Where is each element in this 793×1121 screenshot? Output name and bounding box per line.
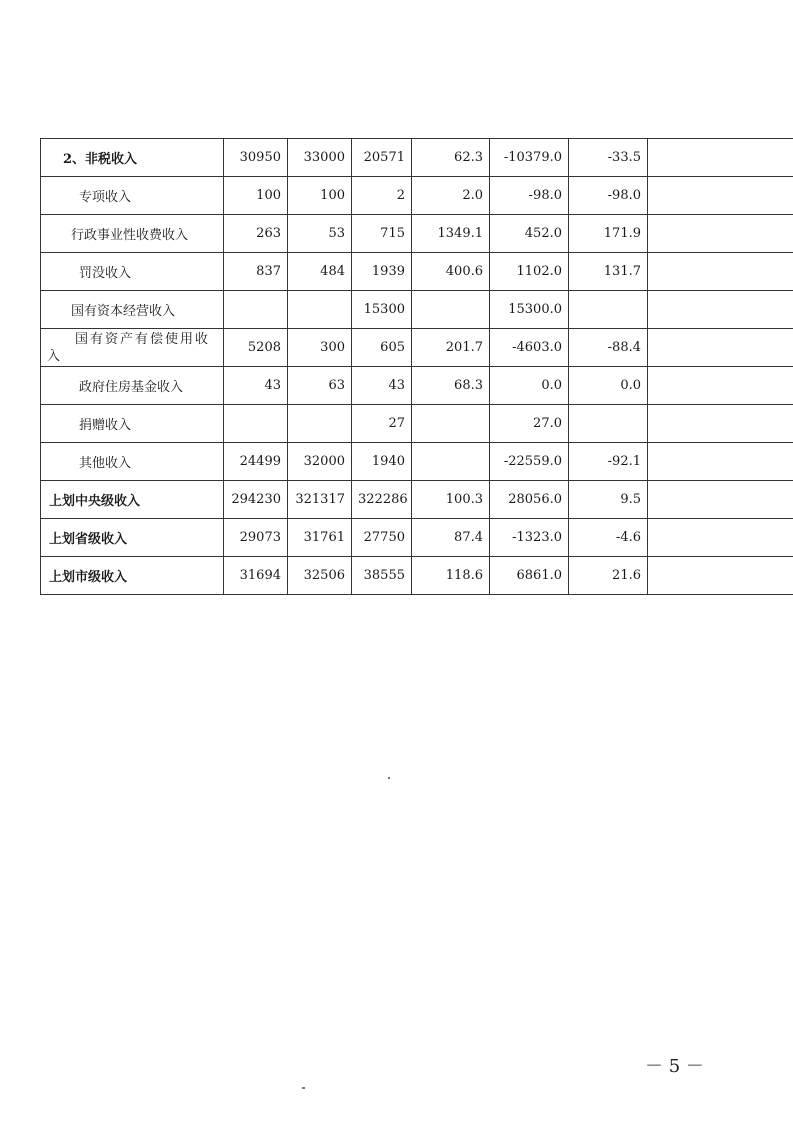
row-label: 上划省级收入 (41, 519, 224, 557)
table-cell (412, 443, 490, 481)
table-cell (648, 519, 793, 557)
row-label-line2: 入 (47, 348, 61, 364)
table-cell: 31761 (288, 519, 352, 557)
table-cell (569, 405, 648, 443)
table-row (41, 177, 793, 215)
table-cell (569, 291, 648, 329)
table-cell: 63 (288, 367, 352, 405)
row-label: 行政事业性收费收入 (41, 215, 224, 253)
table-cell: 32000 (288, 443, 352, 481)
table-cell: -1323.0 (490, 519, 569, 557)
table-row (41, 215, 793, 253)
table-cell: 1939 (352, 253, 412, 291)
table-cell: 5208 (224, 329, 288, 367)
table-cell: 837 (224, 253, 288, 291)
row-label: 专项收入 (41, 177, 224, 215)
table-cell: 452.0 (490, 215, 569, 253)
table-cell: 0.0 (569, 367, 648, 405)
table-cell: 6861.0 (490, 557, 569, 595)
table-cell: 38555 (352, 557, 412, 595)
row-label: 政府住房基金收入 (41, 367, 224, 405)
table-cell: 87.4 (412, 519, 490, 557)
table-cell: 605 (352, 329, 412, 367)
table-cell: 31694 (224, 557, 288, 595)
table-cell: -4.6 (569, 519, 648, 557)
table-cell: 9.5 (569, 481, 648, 519)
table-cell: 2.0 (412, 177, 490, 215)
table-cell: 100 (288, 177, 352, 215)
row-label: 罚没收入 (41, 253, 224, 291)
table-cell: -10379.0 (490, 139, 569, 177)
row-label: 捐赠收入 (41, 405, 224, 443)
scan-speck (388, 777, 390, 779)
table-cell (412, 291, 490, 329)
table-cell: 201.7 (412, 329, 490, 367)
table-row (41, 519, 793, 557)
table-cell: 62.3 (412, 139, 490, 177)
table-cell: 53 (288, 215, 352, 253)
scan-speck (302, 1087, 305, 1089)
table-cell: 715 (352, 215, 412, 253)
table-cell (648, 557, 793, 595)
table-cell: 15300 (352, 291, 412, 329)
table-cell: 100 (224, 177, 288, 215)
row-label: 上划中央级收入 (41, 481, 224, 519)
table-cell: 21.6 (569, 557, 648, 595)
table-cell: 484 (288, 253, 352, 291)
table-cell (648, 443, 793, 481)
table-cell (288, 291, 352, 329)
row-label: 2、非税收入 (41, 139, 224, 177)
table-cell (648, 367, 793, 405)
table-cell: 15300.0 (490, 291, 569, 329)
table-row (41, 139, 793, 177)
table-cell: 300 (288, 329, 352, 367)
table-cell: 33000 (288, 139, 352, 177)
table-row (41, 291, 793, 329)
table-cell: 43 (224, 367, 288, 405)
table-cell (648, 481, 793, 519)
table-cell: 100.3 (412, 481, 490, 519)
row-label: 其他收入 (41, 443, 224, 481)
table-cell (412, 405, 490, 443)
table-cell: 27.0 (490, 405, 569, 443)
table-cell: 32506 (288, 557, 352, 595)
table-cell (648, 405, 793, 443)
table-cell: -33.5 (569, 139, 648, 177)
table-cell (648, 253, 793, 291)
table-cell (648, 329, 793, 367)
table-cell: 28056.0 (490, 481, 569, 519)
table-cell: 1349.1 (412, 215, 490, 253)
table-cell: -4603.0 (490, 329, 569, 367)
table-cell: 30950 (224, 139, 288, 177)
table-row (41, 367, 793, 405)
table-row (41, 443, 793, 481)
table-cell (648, 215, 793, 253)
table-cell: 400.6 (412, 253, 490, 291)
table-cell: 1102.0 (490, 253, 569, 291)
table-cell: 322286 (352, 481, 412, 519)
table-row (41, 253, 793, 291)
table-cell: -22559.0 (490, 443, 569, 481)
revenue-table (40, 138, 793, 595)
table-row (41, 481, 793, 519)
revenue-table-body (41, 139, 793, 595)
table-cell: 24499 (224, 443, 288, 481)
table-cell: 171.9 (569, 215, 648, 253)
row-label: 国有资本经营收入 (41, 291, 224, 329)
table-row (41, 405, 793, 443)
table-row (41, 557, 793, 595)
table-cell: 294230 (224, 481, 288, 519)
table-cell: 1940 (352, 443, 412, 481)
row-label: 上划市级收入 (41, 557, 224, 595)
table-cell: 27 (352, 405, 412, 443)
table-cell: 20571 (352, 139, 412, 177)
row-label (41, 329, 224, 367)
page-number: － 5 － (645, 1056, 704, 1077)
table-cell: 321317 (288, 481, 352, 519)
table-cell: 43 (352, 367, 412, 405)
table-cell (288, 405, 352, 443)
table-cell: 68.3 (412, 367, 490, 405)
table-row (41, 329, 793, 367)
table-cell: 0.0 (490, 367, 569, 405)
table-cell (224, 291, 288, 329)
table-cell: -92.1 (569, 443, 648, 481)
table-cell: -98.0 (569, 177, 648, 215)
row-label-line1: 国有资产有偿使用收 (75, 331, 211, 347)
table-cell: 263 (224, 215, 288, 253)
table-cell (648, 139, 793, 177)
table-cell: 27750 (352, 519, 412, 557)
table-cell: 118.6 (412, 557, 490, 595)
table-cell: 29073 (224, 519, 288, 557)
table-cell (648, 291, 793, 329)
table-cell (648, 177, 793, 215)
table-cell: 131.7 (569, 253, 648, 291)
table-cell: -98.0 (490, 177, 569, 215)
table-cell (224, 405, 288, 443)
table-cell: 2 (352, 177, 412, 215)
table-cell: -88.4 (569, 329, 648, 367)
